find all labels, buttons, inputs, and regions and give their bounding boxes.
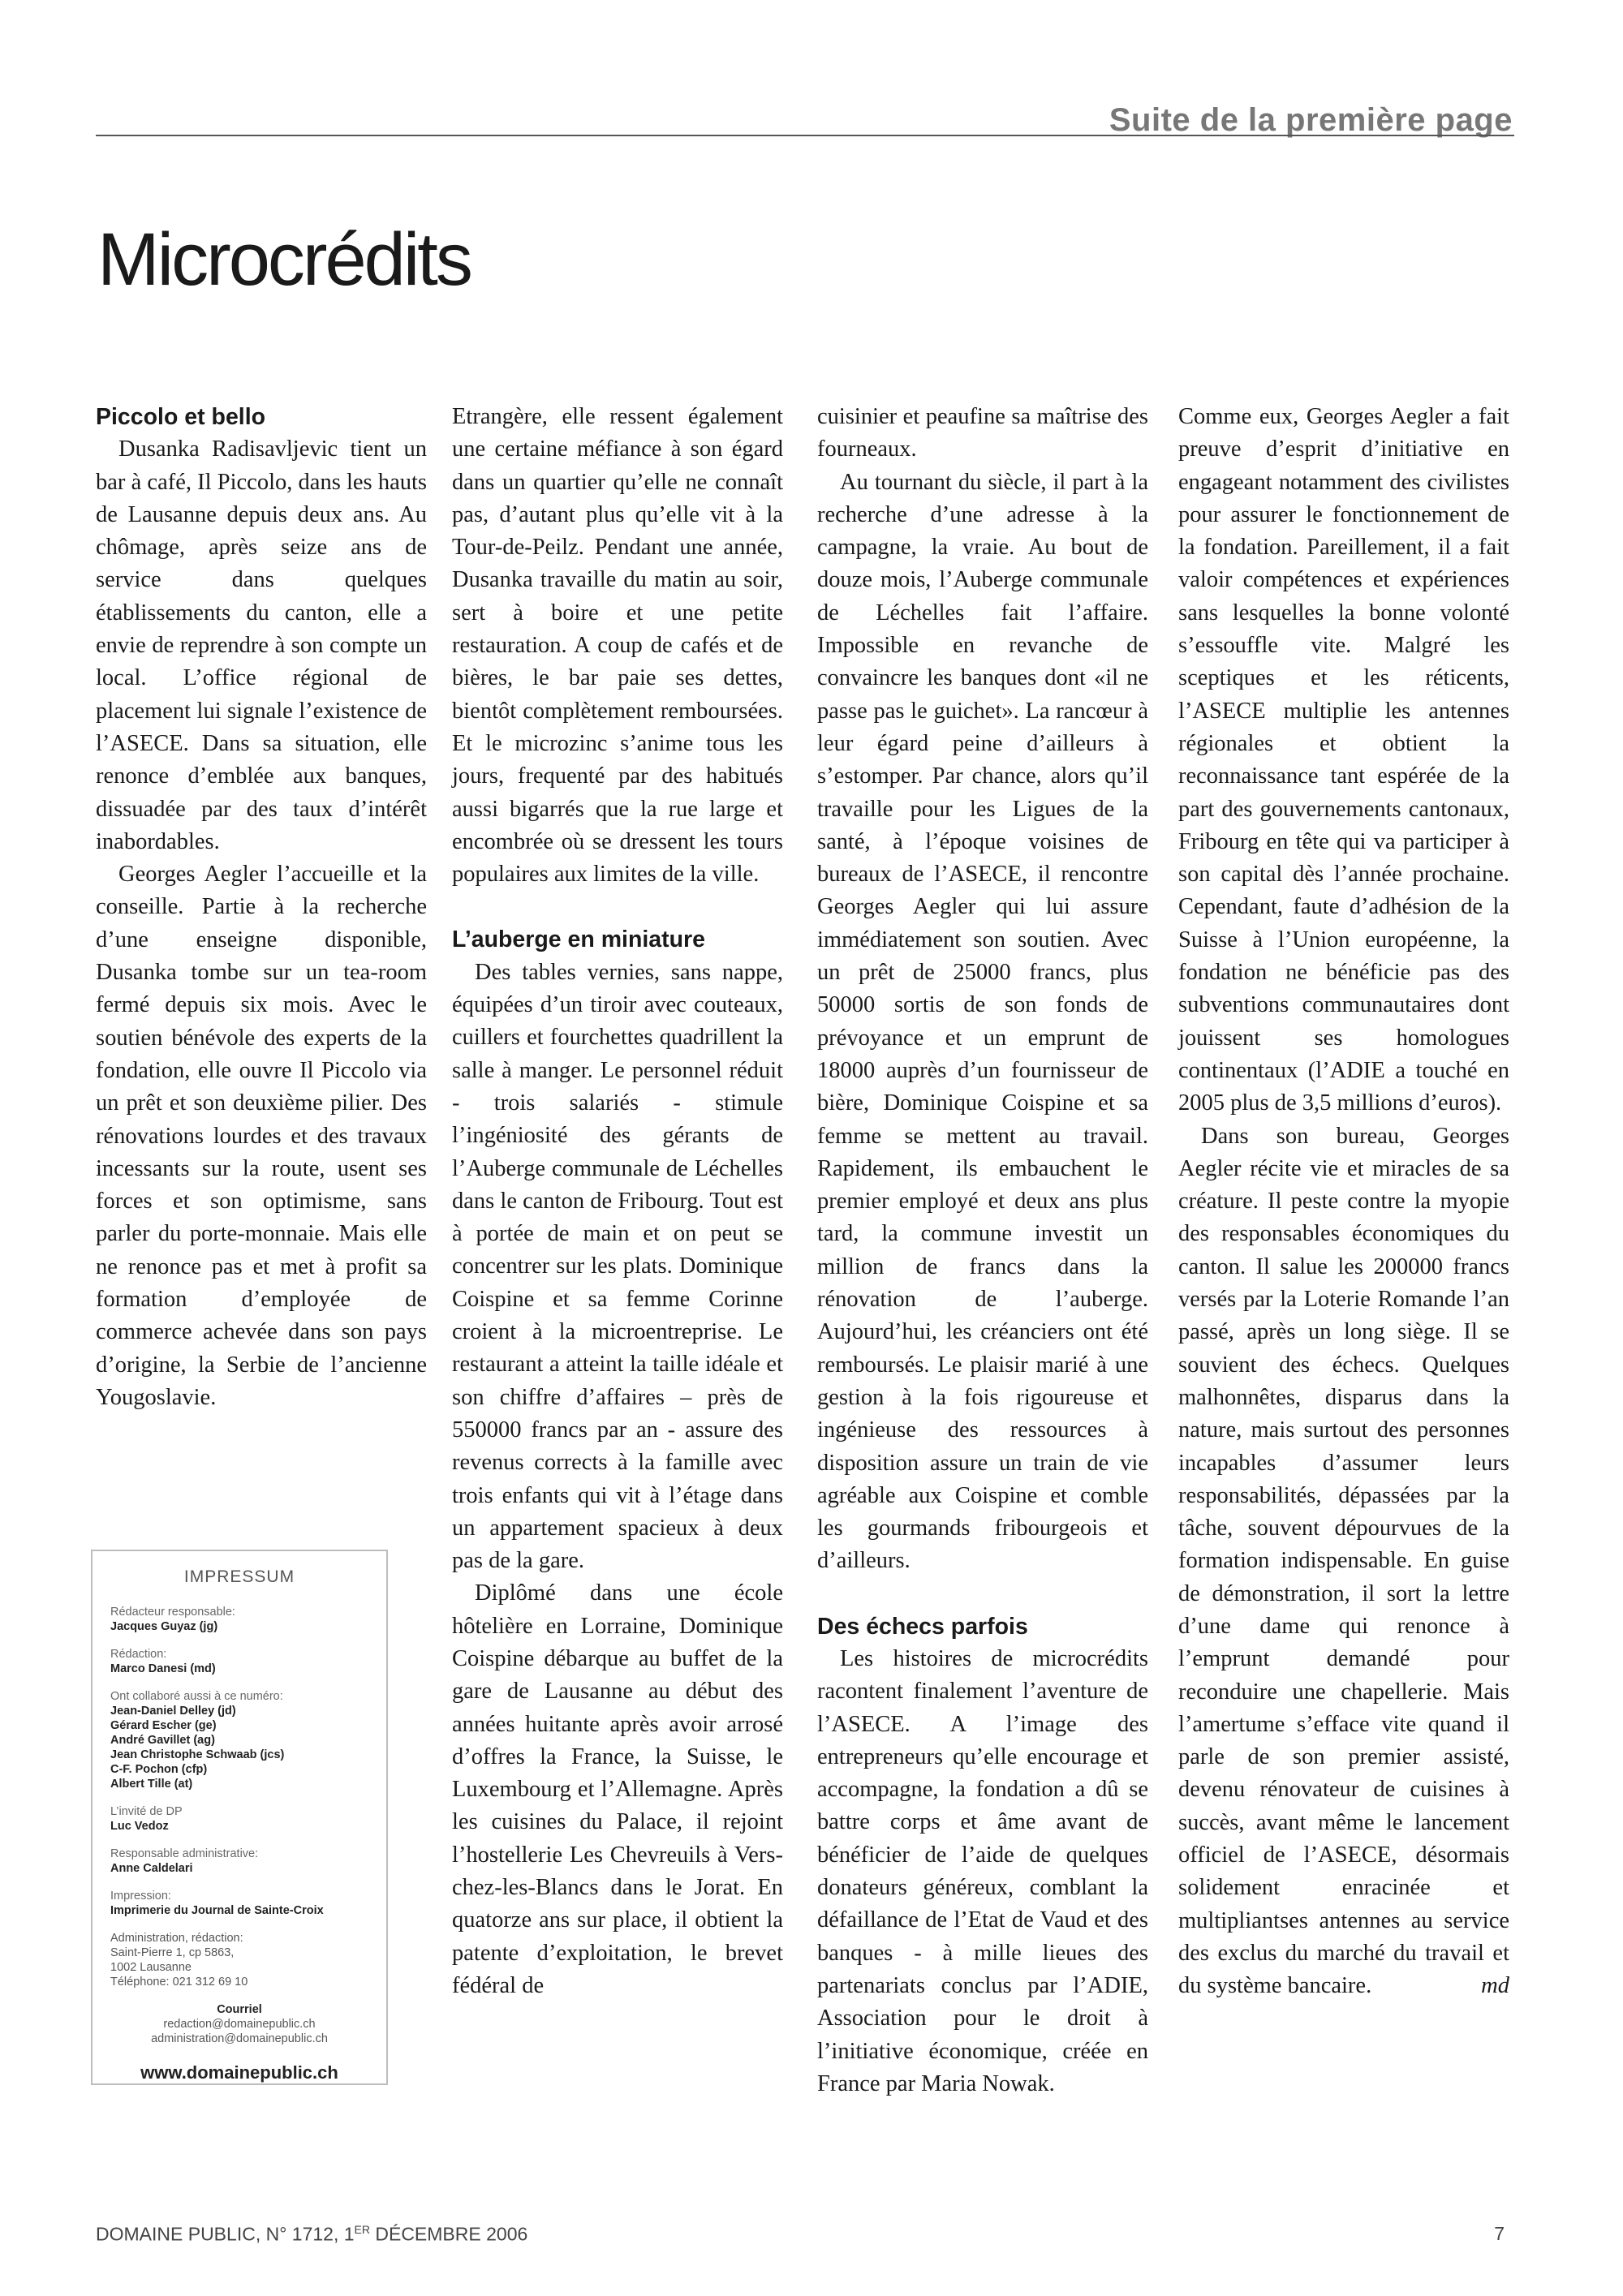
website-link[interactable]: www.domainepublic.ch — [140, 2062, 338, 2083]
footer-publication: DOMAINE PUBLIC, N° 1712, 1ER DÉCEMBRE 2006 — [96, 2223, 528, 2245]
paragraph: Les histoires de microcrédits racontent finalement l’aventure de l’ASECE. A l’image des entrepreneurs qu’elle encourage et accompagne, la fondation a dû se battre corps et âme avant de bénéficier de l’aide de quelques donateurs généreux, comblant la défaillance de l’Etat de Vaud et des banques - à mille lieues des partenariats conclus par l’ADIE, Association pour le droit à l’initiative économique, créée en France par Maria Nowak. — [817, 1645, 1148, 2096]
address-line: Saint-Pierre 1, cp 5863, — [110, 1946, 235, 1959]
paragraph — [1178, 1120, 1509, 2003]
text-column-3 — [817, 401, 1148, 2100]
mail-label: Courriel — [217, 2003, 262, 2016]
contributor: Gérard Escher (ge) — [110, 1719, 217, 1732]
paragraph: cuisinier et peaufine sa maîtrise des fourneaux. — [817, 404, 1148, 462]
paragraph: Georges Aegler l’accueille et la conseille. Partie à la recherche d’une enseigne disponible, Dusanka tombe sur un tea-room fermé depuis six mois. Avec le soutien bénévole des experts de la fondation, elle ouvre Il Piccolo via un prêt et son deuxième pilier. Des rénovations lourdes et des travaux incessants sur la route, usent ses forces et son optimisme, sans parler du porte-monnaie. Mais elle ne renonce pas et met à profit sa formation d’employée de commerce achevée dans son pays d’origine, la Serbie de l’ancienne Yougoslavie. — [96, 862, 427, 1410]
paragraph-text: Dans son bureau, Georges Aegler récite vie et miracles de sa créature. Il peste contre la myopie des responsables économiques du canton. Il salue les 200000 francs versés par la Loterie Romande l’an passé, après un long siège. Il se souvient des échecs. Quelques malhonnêtes, disparus dans la nature, mais surtout des personnes incapables d’assumer leurs responsabilités, dépassées par la tâche, souvent dépourvues de la formation indispensable. En guise de démonstration, il sort la lettre d’une dame qui renonce à l’emprunt demandé pour reconduire une chapellerie. Mais l’amertume s’efface vite quand il parle de son premier assisté, devenu rénovateur de cuisines à succès, avant même le lancement officiel de l’ASECE, désormais solidement enracinée et multipliantses antennes au service des exclus du marché du travail et du système bancaire. — [1178, 1123, 1509, 1999]
impressum-title: IMPRESSUM — [183, 1567, 295, 1586]
impressum-mail — [110, 2002, 368, 2046]
section-heading: Des échecs parfois — [817, 1613, 1028, 1640]
impressum-editor — [110, 1605, 368, 1634]
impressum-contributors — [110, 1689, 368, 1791]
impressum-label: Rédaction: — [110, 1648, 167, 1661]
article-title: Microcrédits — [97, 218, 471, 301]
paragraph: Des tables vernies, sans nappe, équipées d’un tiroir avec couteaux, cuillers et fourchettes quadrillent la salle à manger. Le personnel réduit - trois salariés - stimule l’ingéniosité des gérants de l’Auberge communale de Léchelles dans le canton de Fribourg. Tout est à portée de main et on peut se concentrer sur les plats. Dominique Coispine et sa femme Corinne croient à la microentreprise. Le restaurant a atteint la taille idéale et son chiffre d’affaires – près de 550000 francs par an - assure des revenus corrects à la famille avec trois enfants qui vit à l’étage dans un appartement spacieux à deux pas de la gare. — [452, 959, 783, 1574]
impressum-print — [110, 1889, 368, 1918]
section-heading: L’auberge en miniature — [452, 927, 705, 953]
impressum-value: Luc Vedoz — [110, 1820, 169, 1833]
contributor: Jean Christophe Schwaab (jcs) — [110, 1748, 285, 1761]
impressum-box — [91, 1550, 388, 2085]
contributor: Jean-Daniel Delley (jd) — [110, 1705, 236, 1718]
impressum-guest — [110, 1804, 368, 1834]
impressum-label: Impression: — [110, 1890, 171, 1903]
address-line: 1002 Lausanne — [110, 1961, 192, 1974]
author-signature: md — [1481, 1973, 1509, 1999]
paragraph: Etrangère, elle ressent également une certaine méfiance à son égard dans un quartier qu’elle ne connaît pas, d’autant plus qu’elle vit à la Tour-de-Peilz. Pendant une année, Dusanka travaille du matin au soir, sert à boire et une petite restauration. A coup de cafés et de bières, le bar paie ses dettes, bientôt complètement remboursées. Et le microzinc s’anime tous les jours, frequenté par des habitués aussi bigarrés que la rue large et encombrée où se dressent les tours populaires aux limites de la ville. — [452, 404, 783, 888]
impressum-label: Rédacteur responsable: — [110, 1606, 235, 1619]
impressum-address — [110, 1931, 368, 1989]
contributor: Albert Tille (at) — [110, 1778, 193, 1791]
impressum-admin — [110, 1847, 368, 1876]
running-head: Suite de la première page — [1109, 102, 1513, 138]
impressum-label: L’invité de DP — [110, 1805, 183, 1818]
impressum-value: Anne Caldelari — [110, 1862, 193, 1875]
contributor: André Gavillet (ag) — [110, 1734, 215, 1747]
text-column-1 — [96, 401, 427, 1414]
impressum-value: Jacques Guyaz (jg) — [110, 1620, 218, 1633]
text-column-2 — [452, 401, 783, 2002]
mail-address[interactable]: redaction@domainepublic.ch — [163, 2018, 316, 2031]
impressum-value: Imprimerie du Journal de Sainte-Croix — [110, 1904, 324, 1917]
address-line: Téléphone: 021 312 69 10 — [110, 1976, 248, 1989]
section-heading: Piccolo et bello — [96, 404, 266, 430]
page-number: 7 — [1494, 2223, 1505, 2244]
paragraph: Au tournant du siècle, il part à la recherche d’une adresse à la campagne, la vraie. Au bout de douze mois, l’Auberge communale de Léchelles fait l’affaire. Impossible en revanche de convaincre les banques dont «il ne passe pas le guichet». La rancœur à leur égard peine d’ailleurs à s’estomper. Par chance, alors qu’il travaille pour les Ligues de la santé, à l’époque voisines de bureaux de l’ASECE, il rencontre Georges Aegler qui lui assure immédiatement son soutien. Avec un prêt de 25000 francs, plus 50000 sortis de son fonds de prévoyance et un emprunt de 18000 auprès d’un fournisseur de bière, Dominique Coispine et sa femme se mettent au travail. Rapidement, ils embauchent le premier employé et deux ans plus tard, la commune investit un million de francs dans la rénovation de l’auberge. Aujourd’hui, les créanciers ont été remboursés. Le plaisir marié à une gestion à la fois rigoureuse et ingénieuse des ressources à disposition assure un train de vie agréable aux Coispine et comble les gourmands fribourgeois et d’ailleurs. — [817, 469, 1148, 1574]
paragraph: Diplômé dans une école hôtelière en Lorraine, Dominique Coispine débarque au buffet de la gare de Lausanne au début des années huitante après avoir arrosé d’offres la France, la Suisse, le Luxembourg et l’Allemagne. Après les cuisines du Palace, il rejoint l’hostellerie Les Chevreuils à Vers-chez-les-Blancs dans le Jorat. En quatorze ans sur place, il obtient la patente d’exploitation, le brevet fédéral de — [452, 1580, 783, 1998]
paragraph: Comme eux, Georges Aegler a fait preuve d’esprit d’initiative en engageant notamment des civilistes pour assurer le fonctionnement de la fondation. Pareillement, il a fait valoir compétences et expériences sans lesquelles la bonne volonté s’essouffle vite. Malgré les sceptiques et les réticents, l’ASECE multiplie les antennes régionales et obtient la reconnaissance tant espérée de la part des gouvernements cantonaux, Fribourg en tête qui va participer à son capital dès l’année prochaine. Cependant, faute d’adhésion de la Suisse à l’Union européenne, la fondation ne bénéficie pas des subventions communautaires dont jouissent ses homologues continentaux (l’ADIE a touché en 2005 plus de 3,5 millions d’euros). — [1178, 404, 1509, 1116]
impressum-label: Responsable administrative: — [110, 1847, 259, 1860]
impressum-label: Ont collaboré aussi à ce numéro: — [110, 1690, 283, 1703]
impressum-redaction — [110, 1647, 368, 1676]
header-rule — [96, 135, 1514, 136]
paragraph: Dusanka Radisavljevic tient un bar à café, Il Piccolo, dans les hauts de Lausanne depuis deux ans. Au chômage, après seize ans de service dans quelques établissements du canton, elle a envie de reprendre à son compte un local. L’office régional de placement lui signale l’existence de l’ASECE. Dans sa situation, elle renonce d’emblée aux banques, dissuadée par des taux d’intérêt inabordables. — [96, 436, 427, 854]
address-line: Administration, rédaction: — [110, 1932, 243, 1945]
impressum-value: Marco Danesi (md) — [110, 1662, 216, 1675]
mail-address[interactable]: administration@domainepublic.ch — [151, 2032, 328, 2045]
contributor: C-F. Pochon (cfp) — [110, 1763, 208, 1776]
text-column-4 — [1178, 401, 1509, 2003]
